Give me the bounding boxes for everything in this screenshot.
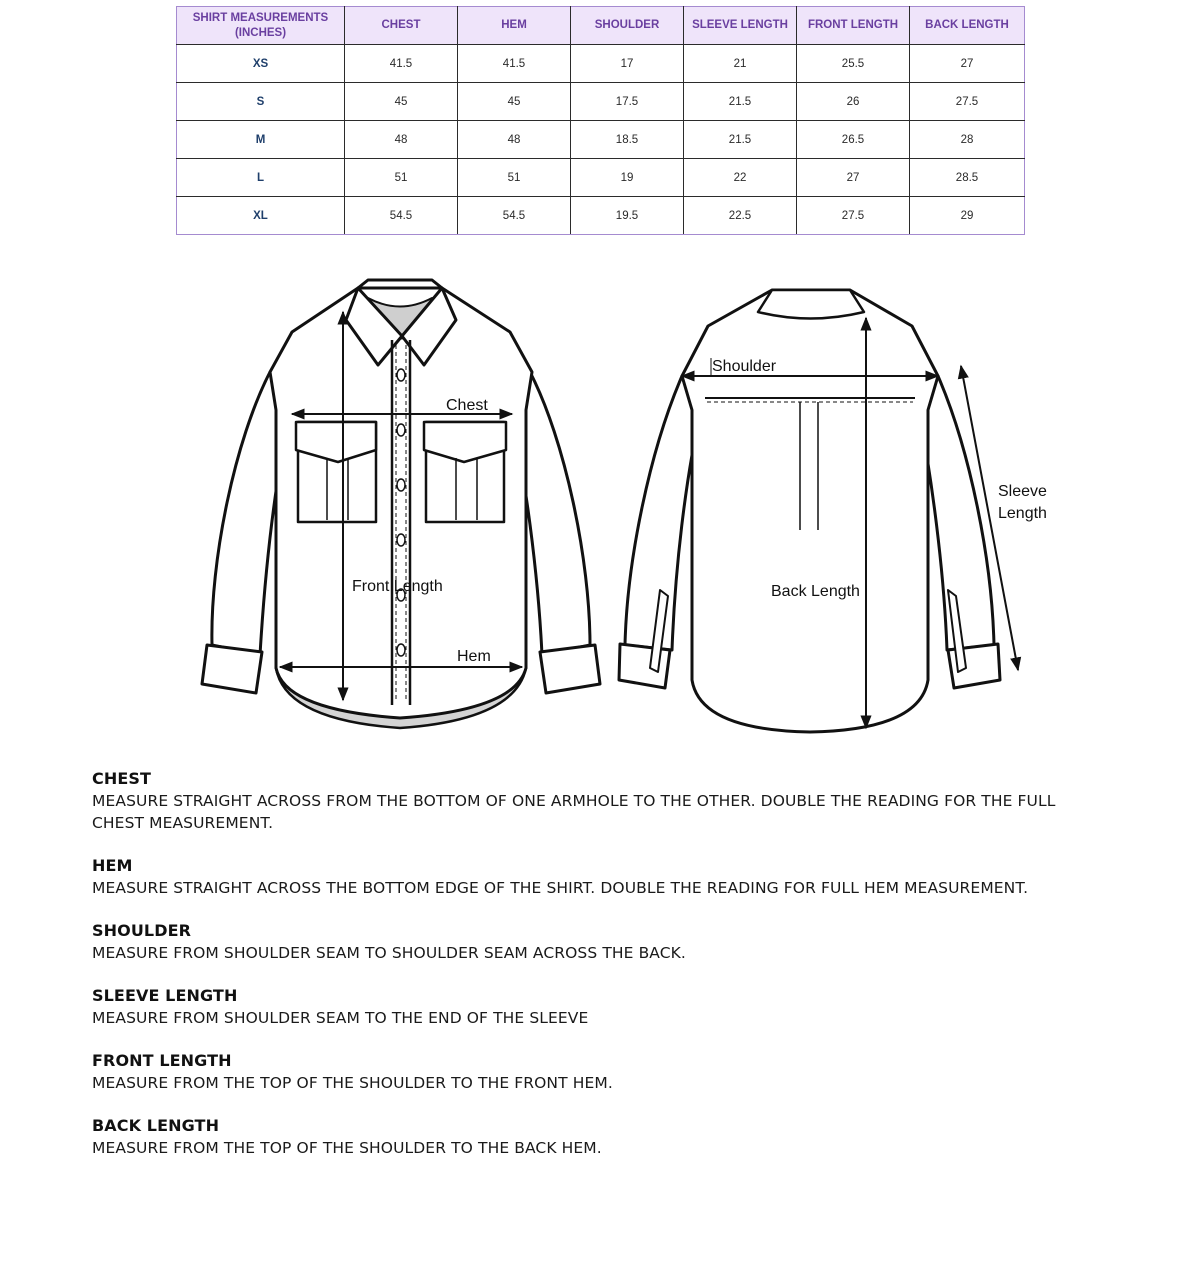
shirt-measurement-diagram: [180, 240, 1047, 760]
header-cell-chest: CHEST: [345, 7, 458, 45]
header-cell-shoulder: SHOULDER: [571, 7, 684, 45]
instruction-text: MEASURE STRAIGHT ACROSS THE BOTTOM EDGE OF THE SHIRT. DOUBLE THE READING FOR FULL HEM MEASUREMENT.: [92, 879, 1029, 897]
table-cell: 48: [345, 121, 458, 159]
table-cell: 27.5: [910, 83, 1025, 121]
table-cell: 22.5: [684, 197, 797, 235]
instruction-front-length: [92, 1050, 1112, 1094]
size-chart-table: [176, 6, 1025, 235]
size-cell: S: [177, 83, 345, 121]
shirt-back-view: [619, 290, 1000, 732]
table-cell: 28: [910, 121, 1025, 159]
table-cell: 25.5: [797, 45, 910, 83]
front-length-label: Front Length: [352, 578, 443, 595]
table-cell: 18.5: [571, 121, 684, 159]
header-cell-sleeve-length: SLEEVE LENGTH: [684, 7, 797, 45]
instruction-title: CHEST: [92, 769, 151, 788]
instruction-back-length: [92, 1115, 1112, 1159]
instruction-sleeve-length: [92, 985, 1112, 1029]
sleeve-length-label-line1: Sleeve: [998, 483, 1047, 500]
size-cell: XL: [177, 197, 345, 235]
table-cell: 21: [684, 45, 797, 83]
table-row: [177, 83, 1025, 121]
table-row: [177, 121, 1025, 159]
table-cell: 41.5: [458, 45, 571, 83]
table-cell: 45: [345, 83, 458, 121]
table-cell: 51: [458, 159, 571, 197]
header-cell-measurements: SHIRT MEASUREMENTS (INCHES): [177, 7, 345, 45]
chest-label: Chest: [446, 397, 488, 414]
table-header-row: [177, 7, 1025, 45]
instruction-text: MEASURE FROM THE TOP OF THE SHOULDER TO THE BACK HEM.: [92, 1139, 602, 1157]
instruction-shoulder: [92, 920, 1112, 964]
table-row: [177, 45, 1025, 83]
table-cell: 27: [797, 159, 910, 197]
table-cell: 17: [571, 45, 684, 83]
instruction-text: MEASURE FROM SHOULDER SEAM TO THE END OF THE SLEEVE: [92, 1009, 589, 1027]
instruction-title: BACK LENGTH: [92, 1116, 220, 1135]
table-cell: 54.5: [345, 197, 458, 235]
instruction-hem: [92, 855, 1112, 899]
instruction-text: MEASURE STRAIGHT ACROSS FROM THE BOTTOM OF ONE ARMHOLE TO THE OTHER. DOUBLE THE READING FOR THE FULL CHEST MEASUREMENT.: [92, 792, 1056, 832]
instruction-title: HEM: [92, 856, 133, 875]
table-cell: 17.5: [571, 83, 684, 121]
sleeve-length-label-line2: Length: [998, 505, 1047, 522]
table-cell: 51: [345, 159, 458, 197]
instruction-title: FRONT LENGTH: [92, 1051, 232, 1070]
table-cell: 45: [458, 83, 571, 121]
shirt-front-view: [202, 280, 600, 728]
table-cell: 54.5: [458, 197, 571, 235]
table-cell: 26.5: [797, 121, 910, 159]
table-row: [177, 159, 1025, 197]
table-cell: 27.5: [797, 197, 910, 235]
table-cell: 26: [797, 83, 910, 121]
header-cell-back-length: BACK LENGTH: [910, 7, 1025, 45]
table-cell: 21.5: [684, 121, 797, 159]
table-cell: 19: [571, 159, 684, 197]
size-cell: M: [177, 121, 345, 159]
size-cell: L: [177, 159, 345, 197]
table-cell: 19.5: [571, 197, 684, 235]
instruction-chest: [92, 768, 1112, 834]
instruction-text: MEASURE FROM THE TOP OF THE SHOULDER TO THE FRONT HEM.: [92, 1074, 613, 1092]
table-cell: 27: [910, 45, 1025, 83]
table-row: [177, 197, 1025, 235]
measurement-instructions: [92, 768, 1112, 1180]
instruction-title: SHOULDER: [92, 921, 192, 940]
instruction-text: MEASURE FROM SHOULDER SEAM TO SHOULDER SEAM ACROSS THE BACK.: [92, 944, 686, 962]
table-cell: 48: [458, 121, 571, 159]
table-cell: 21.5: [684, 83, 797, 121]
table-cell: 22: [684, 159, 797, 197]
size-cell: XS: [177, 45, 345, 83]
table-cell: 41.5: [345, 45, 458, 83]
back-length-label: Back Length: [771, 583, 860, 600]
instruction-title: SLEEVE LENGTH: [92, 986, 238, 1005]
header-cell-front-length: FRONT LENGTH: [797, 7, 910, 45]
hem-label: Hem: [457, 648, 491, 665]
table-cell: 29: [910, 197, 1025, 235]
table-cell: 28.5: [910, 159, 1025, 197]
shoulder-label: Shoulder: [712, 358, 777, 375]
header-cell-hem: HEM: [458, 7, 571, 45]
